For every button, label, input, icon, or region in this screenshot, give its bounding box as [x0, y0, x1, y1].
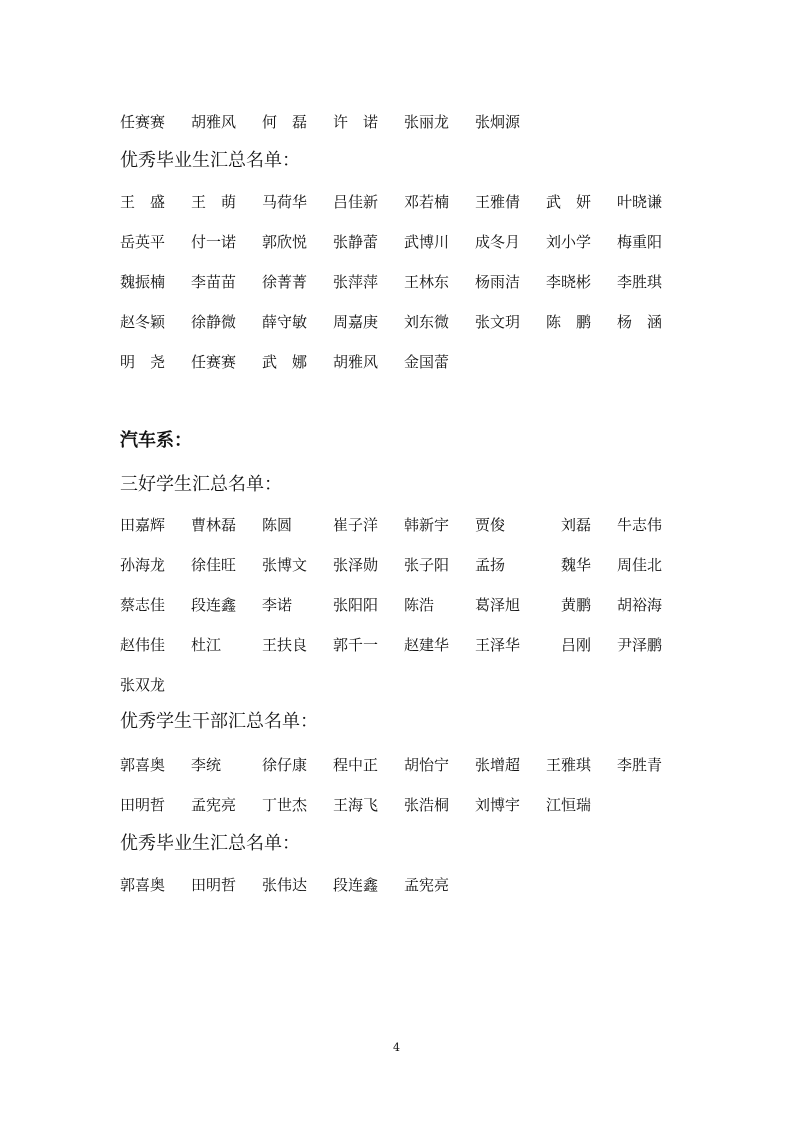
student-name: 张子阳	[404, 556, 450, 574]
student-name: 郭喜奥	[120, 876, 166, 894]
section-heading: 三好学生汇总名单：	[120, 474, 282, 495]
section-heading: 优秀毕业生汇总名单：	[120, 833, 300, 854]
student-name: 任赛赛	[191, 353, 237, 371]
student-name: 赵冬颖	[120, 313, 166, 331]
student-name: 张炯源	[475, 113, 521, 131]
student-name: 叶晓谦	[617, 193, 663, 211]
student-name: 刘磊	[561, 516, 592, 534]
student-name: 马荷华	[262, 193, 308, 211]
student-name: 杨雨洁	[475, 273, 521, 291]
student-name: 刘小学	[546, 233, 592, 251]
student-name: 王 盛	[120, 193, 166, 211]
student-name: 杜江	[191, 636, 222, 654]
student-name: 黄鹏	[561, 596, 592, 614]
student-name: 田嘉辉	[120, 516, 166, 534]
department-title: 汽车系：	[120, 430, 192, 451]
student-name: 程中正	[333, 756, 379, 774]
student-name: 任赛赛	[120, 113, 166, 131]
student-name: 孟宪亮	[191, 796, 237, 814]
section-heading: 优秀毕业生汇总名单：	[120, 150, 300, 171]
student-name: 胡裕海	[617, 596, 663, 614]
student-name: 陈浩	[404, 596, 435, 614]
student-name: 张文玥	[475, 313, 521, 331]
section-heading: 优秀学生干部汇总名单：	[120, 711, 318, 732]
student-name: 孟宪亮	[404, 876, 450, 894]
student-name: 王扶良	[262, 636, 308, 654]
student-name: 李诺	[262, 596, 293, 614]
student-name: 张浩桐	[404, 796, 450, 814]
student-name: 陈 鹏	[546, 313, 592, 331]
student-name: 王雅倩	[475, 193, 521, 211]
student-name: 徐静微	[191, 313, 237, 331]
student-name: 江恒瑞	[546, 796, 592, 814]
student-name: 杨 涵	[617, 313, 663, 331]
student-name: 王林东	[404, 273, 450, 291]
student-name: 武博川	[404, 233, 450, 251]
student-name: 孙海龙	[120, 556, 166, 574]
student-name: 武 娜	[262, 353, 308, 371]
student-name: 赵建华	[404, 636, 450, 654]
student-name: 张双龙	[120, 676, 166, 694]
student-name: 张静蕾	[333, 233, 379, 251]
page-number: 4	[393, 1041, 400, 1054]
student-name: 张阳阳	[333, 596, 379, 614]
student-name: 王海飞	[333, 796, 379, 814]
student-name: 胡雅风	[333, 353, 379, 371]
student-name: 蔡志佳	[120, 596, 166, 614]
student-name: 田明哲	[120, 796, 166, 814]
student-name: 段连鑫	[333, 876, 379, 894]
student-name: 赵伟佳	[120, 636, 166, 654]
student-name: 段连鑫	[191, 596, 237, 614]
student-name: 张萍萍	[333, 273, 379, 291]
student-name: 田明哲	[191, 876, 237, 894]
student-name: 郭欣悦	[262, 233, 308, 251]
student-name: 徐仔康	[262, 756, 308, 774]
student-name: 葛泽旭	[475, 596, 521, 614]
student-name: 王泽华	[475, 636, 521, 654]
student-name: 岳英平	[120, 233, 166, 251]
student-name: 吕佳新	[333, 193, 379, 211]
student-name: 梅重阳	[617, 233, 663, 251]
student-name: 金国蕾	[404, 353, 450, 371]
student-name: 张丽龙	[404, 113, 450, 131]
student-name: 郭千一	[333, 636, 379, 654]
student-name: 张伟达	[262, 876, 308, 894]
student-name: 崔子洋	[333, 516, 379, 534]
student-name: 周嘉庚	[333, 313, 379, 331]
student-name: 李苗苗	[191, 273, 237, 291]
student-name: 成冬月	[475, 233, 521, 251]
student-name: 郭喜奥	[120, 756, 166, 774]
student-name: 尹泽鹏	[617, 636, 663, 654]
student-name: 王 萌	[191, 193, 237, 211]
student-name: 周佳北	[617, 556, 663, 574]
student-name: 王雅琪	[546, 756, 592, 774]
student-name: 李晓彬	[546, 273, 592, 291]
student-name: 刘东微	[404, 313, 450, 331]
student-name: 薛守敏	[262, 313, 308, 331]
student-name: 陈圆	[262, 516, 293, 534]
student-name: 刘博宇	[475, 796, 521, 814]
student-name: 李胜青	[617, 756, 663, 774]
student-name: 胡怡宁	[404, 756, 450, 774]
student-name: 吕刚	[561, 636, 592, 654]
student-name: 何 磊	[262, 113, 308, 131]
student-name: 张增超	[475, 756, 521, 774]
student-name: 魏华	[561, 556, 592, 574]
student-name: 许 诺	[333, 113, 379, 131]
student-name: 牛志伟	[617, 516, 663, 534]
student-name: 胡雅风	[191, 113, 237, 131]
student-name: 韩新宇	[404, 516, 450, 534]
student-name: 李统	[191, 756, 222, 774]
student-name: 明 尧	[120, 353, 166, 371]
student-name: 李胜琪	[617, 273, 663, 291]
student-name: 徐佳旺	[191, 556, 237, 574]
student-name: 邓若楠	[404, 193, 450, 211]
student-name: 张泽勋	[333, 556, 379, 574]
student-name: 徐菁菁	[262, 273, 308, 291]
student-name: 曹林磊	[191, 516, 237, 534]
student-name: 付一诺	[191, 233, 237, 251]
student-name: 武 妍	[546, 193, 592, 211]
student-name: 魏振楠	[120, 273, 166, 291]
student-name: 孟扬	[475, 556, 506, 574]
student-name: 丁世杰	[262, 796, 308, 814]
student-name: 张博文	[262, 556, 308, 574]
student-name: 贾俊	[475, 516, 506, 534]
